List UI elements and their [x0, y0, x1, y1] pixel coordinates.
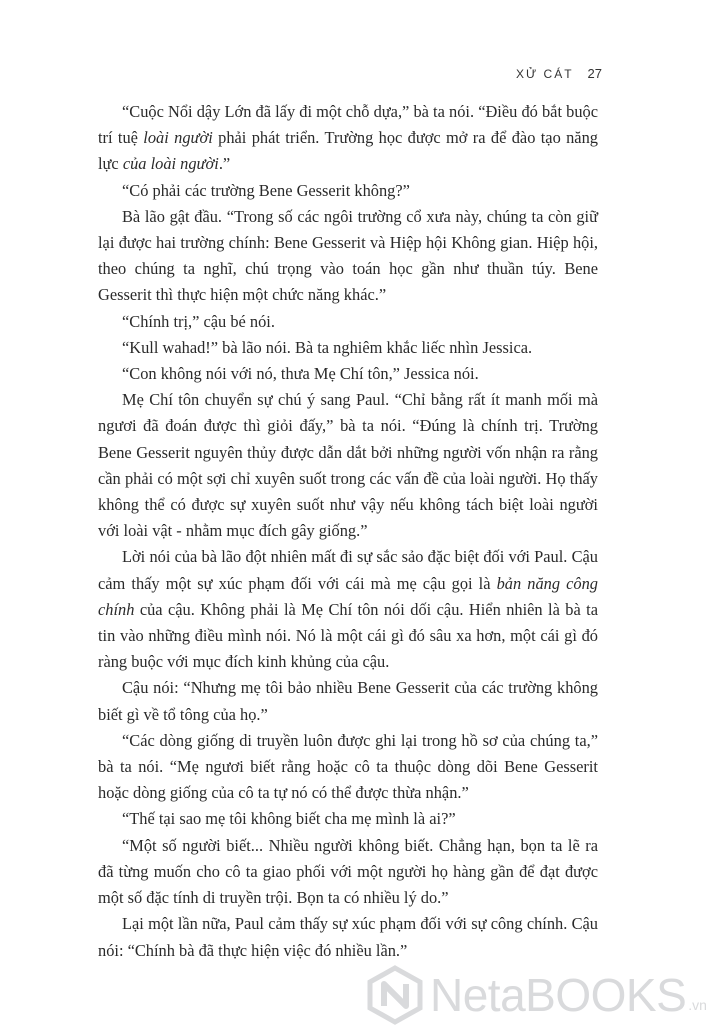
text-run: Lời nói của bà lão đột nhiên mất đi sự sắc sảo đặc biệt đối với Paul. Cậu cảm thấy một sự xúc phạm đối với cái mà mẹ cậu gọi là — [98, 547, 598, 593]
page-number: 27 — [587, 66, 602, 81]
paragraph — [98, 387, 598, 544]
text-run: “Các dòng giống di truyền luôn được ghi lại trong hồ sơ của chúng ta,” bà ta nói. “Mẹ ngươi biết rằng hoặc cô ta thuộc dòng dõi Bene Gesserit hoặc dòng giống của cô ta tự nó có thể được thừa nhận.” — [98, 730, 598, 803]
text-run: Mẹ Chí tôn chuyển sự chú ý sang Paul. “Chỉ bằng rất ít manh mối mà ngươi đã đoán được thì giỏi đấy,” bà ta nói. “Đúng là chính trị. Trường Bene Gesserit nguyên thủy được dẫn dắt bởi những người vốn nhận ra rằng cần phải có một sợi chỉ xuyên suốt trong các vấn đề của loài người. Họ thấy không thể có được sự xuyên suốt như vậy nếu không tách biệt loài người với loài vật - nhằm mục đích gây giống.” — [98, 390, 598, 541]
body-text — [98, 99, 598, 964]
text-run: “Chính trị,” cậu bé nói. — [122, 311, 275, 331]
text-run: .” — [218, 154, 231, 174]
paragraph — [98, 335, 598, 361]
paragraph — [98, 728, 598, 807]
text-run: “Con không nói với nó, thưa Mẹ Chí tôn,” Jessica nói. — [122, 364, 479, 384]
italic-text: của loài người — [122, 154, 219, 174]
chapter-title: XỬ CÁT — [515, 67, 574, 81]
paragraph — [98, 204, 598, 309]
paragraph — [98, 675, 598, 727]
netabooks-logo-icon — [366, 966, 424, 1024]
watermark-brand: NetaBOOKS — [430, 969, 687, 1021]
running-header — [516, 66, 602, 81]
paragraph — [98, 99, 598, 178]
paragraph — [98, 544, 598, 675]
text-run: Cậu nói: “Nhưng mẹ tôi bảo nhiều Bene Gesserit của các trường không biết gì về tổ tông của họ.” — [98, 678, 598, 724]
text-run: “Cuộc Nổi dậy Lớn đã lấy đi một chỗ dựa,” bà ta nói. “Điều đó bắt buộc trí tuệ — [98, 102, 598, 148]
italic-text: loài người — [143, 128, 213, 148]
text-run: “Kull wahad!” bà lão nói. Bà ta nghiêm khắc liếc nhìn Jessica. — [122, 337, 533, 357]
text-run: phải phát triển. Trường học được mở ra để đào tạo năng lực — [98, 128, 598, 174]
paragraph — [98, 178, 598, 204]
watermark-suffix: .vn — [688, 997, 707, 1013]
text-run: của cậu. Không phải là Mẹ Chí tôn nói dối cậu. Hiển nhiên là bà ta tin vào những điều mình nói. Nó là một cái gì đó sâu xa hơn, một cái gì đó ràng buộc với mục đích kinh khủng của cậu. — [98, 599, 598, 672]
paragraph — [98, 309, 598, 335]
watermark-logo — [366, 965, 707, 1025]
paragraph — [98, 806, 598, 832]
text-run: Lại một lần nữa, Paul cảm thấy sự xúc phạm đối với sự công chính. Cậu nói: “Chính bà đã thực hiện việc đó nhiều lần.” — [98, 914, 598, 960]
paragraph — [98, 911, 598, 963]
text-run: “Một số người biết... Nhiều người không biết. Chẳng hạn, bọn ta lẽ ra đã từng muốn cho cô ta giao phối với một người họ hàng gần để đạt được một số đặc tính di truyền trội. Bọn ta có nhiều lý do.” — [98, 835, 598, 908]
paragraph — [98, 833, 598, 912]
text-run: “Thế tại sao mẹ tôi không biết cha mẹ mình là ai?” — [122, 809, 456, 829]
text-run: Bà lão gật đầu. “Trong số các ngôi trường cổ xưa này, chúng ta còn giữ lại được hai trường chính: Bene Gesserit và Hiệp hội Không gian. Hiệp hội, theo chúng ta nghĩ, chú trọng vào toán học gần như thuần túy. Bene Gesserit thì thực hiện một chức năng khác.” — [98, 206, 598, 305]
italic-text: bản năng công chính — [98, 573, 598, 619]
text-run: “Có phải các trường Bene Gesserit không?” — [122, 180, 410, 200]
paragraph — [98, 361, 598, 387]
